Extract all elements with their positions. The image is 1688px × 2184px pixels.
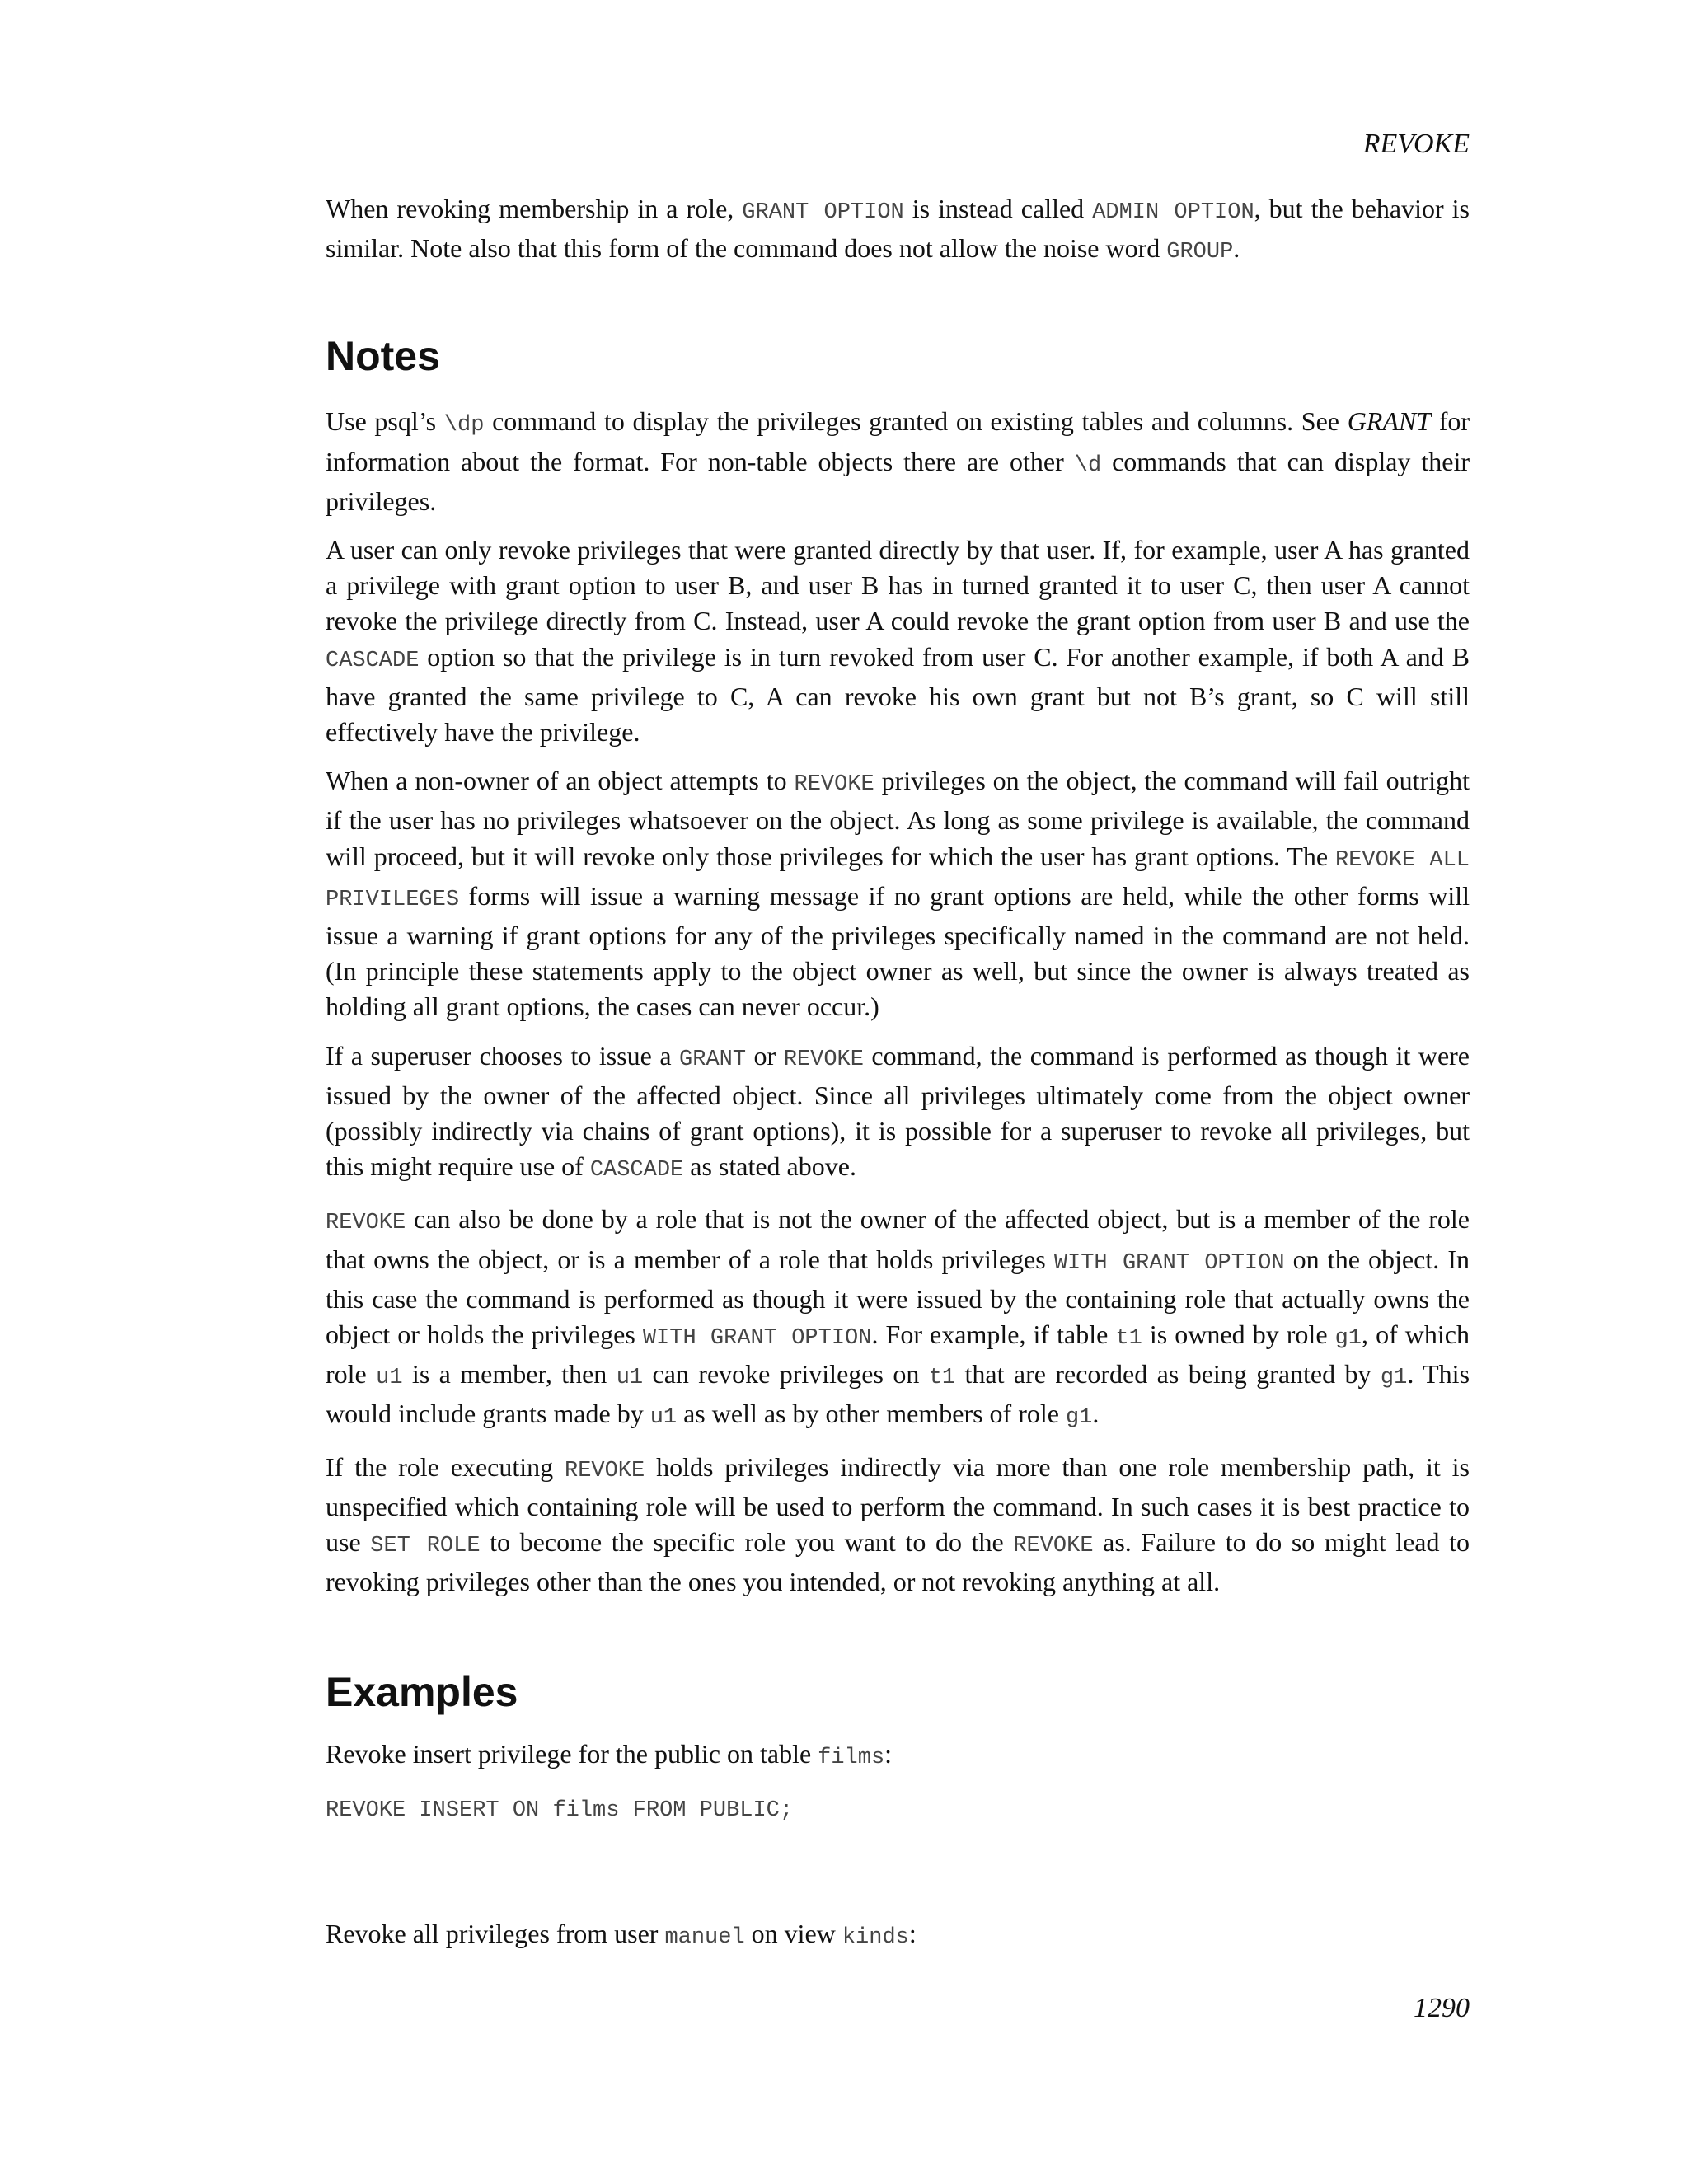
example-1-code: REVOKE INSERT ON films FROM PUBLIC; xyxy=(326,1797,794,1823)
intro-paragraph: When revoking membership in a role, GRANT OPTION is instead called ADMIN OPTION, but the behavior is similar. Note also that this form of the command does not allow the noise word GROUP. xyxy=(326,194,1470,265)
running-header: REVOKE xyxy=(1362,129,1470,159)
example-1-description: Revoke insert privilege for the public on table films: xyxy=(326,1738,893,1770)
document-page xyxy=(326,0,1470,2184)
notes-paragraph-5: REVOKE can also be done by a role that is not the owner of the affected object, but is a member of the role that owns the object, or is a member of a role that holds privileges WITH GRANT OPTION on the object. In this case the command is performed as though it were issued by the containing role that actually owns the object or holds the privileges WITH GRANT OPTION. For example, if table t1 is owned by role g1, of which role u1 is a member, then u1 can revoke privileges on t1 that are recorded as being granted by g1. This would include grants made by u1 as well as by other members of role g1. xyxy=(326,1204,1470,1431)
body-text xyxy=(326,191,1470,1969)
examples-heading: Examples xyxy=(326,1668,518,1715)
notes-paragraph-6: If the role executing REVOKE holds privileges indirectly via more than one role membership path, it is unspecified which containing role will be used to perform the command. In such cases it is best practice to use SET ROLE to become the specific role you want to do the REVOKE as. Failure to do so might lead to revoking privileges other than the ones you intended, or not revoking anything at all. xyxy=(326,1451,1470,1597)
example-2-description: Revoke all privileges from user manuel on view kinds: xyxy=(326,1918,917,1950)
notes-heading: Notes xyxy=(326,333,440,380)
notes-paragraph-3: When a non-owner of an object attempts to REVOKE privileges on the object, the command will fail outright if the user has no privileges whatsoever on the object. As long as some privilege is available, the command will proceed, but it will revoke only those privileges for which the user has grant options. The REVOKE ALL PRIVILEGES forms will issue a warning message if no grant options are held, while the other forms will issue a warning if grant options for any of the privileges specifically named in the command are not held. (In principle these statements apply to the object owner as well, but since the owner is always treated as holding all grant options, the cases can never occur.) xyxy=(326,766,1470,1022)
page-number: 1290 xyxy=(1414,1993,1470,2023)
notes-paragraph-4: If a superuser chooses to issue a GRANT or REVOKE command, the command is performed as though it were issued by the owner of the affected object. Since all privileges ultimately come from the object owner (possibly indirectly via chains of grant options), it is possible for a superuser to revoke all privileges, but this might require use of CASCADE as stated above. xyxy=(326,1040,1470,1183)
grant-reference[interactable]: GRANT xyxy=(1347,406,1432,437)
notes-paragraph-1: Use psql’s \dp command to display the privileges granted on existing tables and columns. See GRANT for information about the format. For non-table objects there are other \d commands that can display their privileges. xyxy=(326,406,1470,516)
notes-paragraph-2: A user can only revoke privileges that were granted directly by that user. If, for example, user A has granted a privilege with grant option to user B, and user B has in turned granted it to user C, then user A cannot revoke the privilege directly from C. Instead, user A could revoke the grant option from user B and use the CASCADE option so that the privilege is in turn revoked from user C. For another example, if both A and B have granted the same privilege to C, A can revoke his own grant but not B’s grant, so C will still effectively have the privilege. xyxy=(326,535,1470,748)
